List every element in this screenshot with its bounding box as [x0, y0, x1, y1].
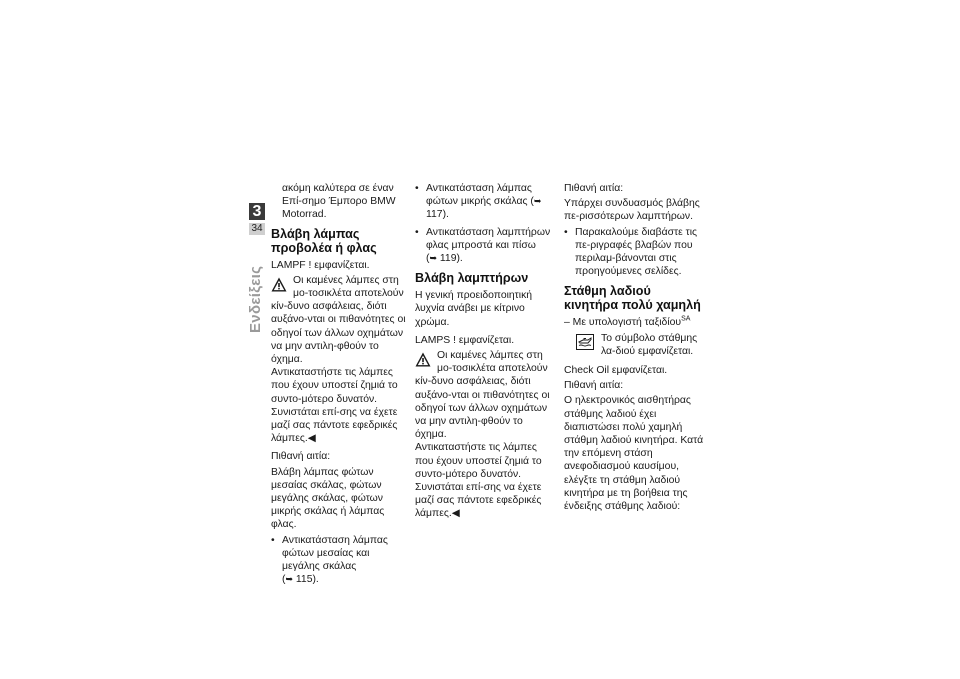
display-message: LAMPF ! εμφανίζεται.	[271, 259, 370, 271]
page-ref-arrow-icon: ➥	[285, 574, 294, 585]
intro-text: Η γενική προειδοποιητική λυχνία ανάβει με κίτρινο χρώμα.	[415, 290, 533, 328]
bullet-text: Αντικατάσταση λάμπας φώτων μικρής σκάλας (	[426, 183, 534, 208]
warning-triangle-icon	[271, 277, 287, 292]
list-item: • Παρακαλούμε διαβάστε τις πε-ριγραφές βλαβών που περιλαμ-βάνονται στις προηγούμενες σελίδες.	[564, 226, 698, 278]
column-1	[271, 182, 409, 590]
chapter-number: 3	[249, 203, 265, 220]
oil-can-icon	[576, 334, 594, 350]
warning-block	[271, 274, 409, 366]
list-item: • Αντικατάσταση λαμπτήρων φλας μπροστά και πίσω (➥ 119).	[415, 226, 551, 265]
cause-label: Πιθανή αιτία:	[271, 451, 331, 463]
cause-label: Πιθανή αιτία:	[564, 380, 624, 392]
column-3	[564, 182, 706, 518]
cause-text: Υπάρχει συνδυασμός βλάβης πε-ρισσότερων λαμπτήρων.	[564, 198, 700, 223]
equipment-note	[564, 316, 706, 329]
cause-text: Βλάβη λάμπας φώτων μεσαίας σκάλας, φώτων μεγάλης σκάλας, φώτων μικρής σκάλας ή λάμπας φλας.	[271, 466, 385, 531]
page-ref[interactable]: 119).	[439, 253, 463, 265]
symbol-text: Το σύμβολο στάθμης λα-διού εμφανίζεται.	[601, 332, 698, 357]
list-item: • Αντικατάσταση λάμπας φώτων μικρής σκάλας (➥ 117).	[415, 183, 542, 221]
cause-text: Ο ηλεκτρονικός αισθητήρας στάθμης λαδιού έχει διαπιστώσει πολύ χαμηλή στάθμη λαδιού κινητήρα. Κατά την επόμενη στάση ανεφοδιασμού καυσίμου, ελέγξτε τη στάθμη λαδιού κινητήρα με τη βοήθεια της ένδειξης στάθμης λαδιού:	[564, 395, 704, 513]
warning-text: Οι καμένες λάμπες στη μο-τοσικλέτα αποτελούν κίν-δυνο ασφάλειας, διότι αυξάνο-νται οι πιθανότητες οι οδηγοί των άλλων οχημάτων να μην αντιλη-φθούν το όχημα.	[271, 274, 406, 366]
display-message: Check Oil εμφανίζεται.	[564, 365, 668, 377]
warning-triangle-icon	[415, 352, 431, 367]
page-ref[interactable]: 117).	[426, 209, 449, 221]
bullet-text: Παρακαλούμε διαβάστε τις πε-ριγραφές βλαβών που περιλαμ-βάνονται στις προηγούμενες σελίδες.	[575, 226, 698, 278]
display-message: LAMPS ! εμφανίζεται.	[415, 334, 515, 346]
bullet-text: Αντικατάσταση λαμπτήρων φλας μπροστά και πίσω	[426, 226, 551, 251]
advice-text: Αντικαταστήστε τις λάμπες που έχουν υποστεί ζημιά το συντο-μότερο δυνατόν. Συνιστάται επί-σης να έχετε μαζί σας πάντοτε εφεδρικές λάμπες.◀	[271, 367, 398, 445]
page-number: 34	[249, 223, 265, 235]
symbol-block	[564, 332, 706, 358]
page-ref-arrow-icon: ➥	[533, 196, 542, 207]
page-ref[interactable]: 115).	[295, 574, 319, 586]
page-ref-arrow-icon: ➥	[429, 253, 438, 264]
list-item: • Αντικατάσταση λάμπας φώτων μεσαίας και μεγάλης σκάλας (➥ 115).	[271, 534, 388, 586]
cause-label: Πιθανή αιτία:	[564, 183, 624, 194]
equipment-sup: SA	[681, 315, 691, 323]
bullet-text: Αντικατάσταση λάμπας φώτων μεσαίας και μεγάλης σκάλας	[282, 534, 388, 573]
section-label-text: Ενδείξεις	[247, 265, 264, 333]
heading-lamp-failure: Βλάβη λάμπας προβολέα ή φλας	[271, 226, 377, 255]
warning-text: Οι καμένες λάμπες στη μο-τοσικλέτα αποτελούν κίν-δυνο ασφάλειας, διότι αυξάνο-νται οι πιθανότητες οι οδηγοί των άλλων οχημάτων να μην αντιλη-φθούν το όχημα.	[415, 350, 550, 441]
equipment-text: – Με υπολογιστή ταξιδίου	[564, 317, 682, 329]
heading-lamp-failures: Βλάβη λαμπτήρων	[415, 271, 529, 286]
heading-oil-level-low: Στάθμη λαδιού κινητήρα πολύ χαμηλή	[564, 284, 701, 313]
advice-text: Αντικαταστήστε τις λάμπες που έχουν υποστεί ζημιά το συντο-μότερο δυνατόν. Συνιστάται επί-σης να έχετε μαζί σας πάντοτε εφεδρικές λάμπες.◀	[415, 442, 542, 520]
warning-block	[415, 349, 555, 441]
column-2	[415, 182, 555, 526]
intro-text: ακόμη καλύτερα σε έναν Επί-σημο Έμπορο BMW Motorrad.	[282, 183, 396, 221]
